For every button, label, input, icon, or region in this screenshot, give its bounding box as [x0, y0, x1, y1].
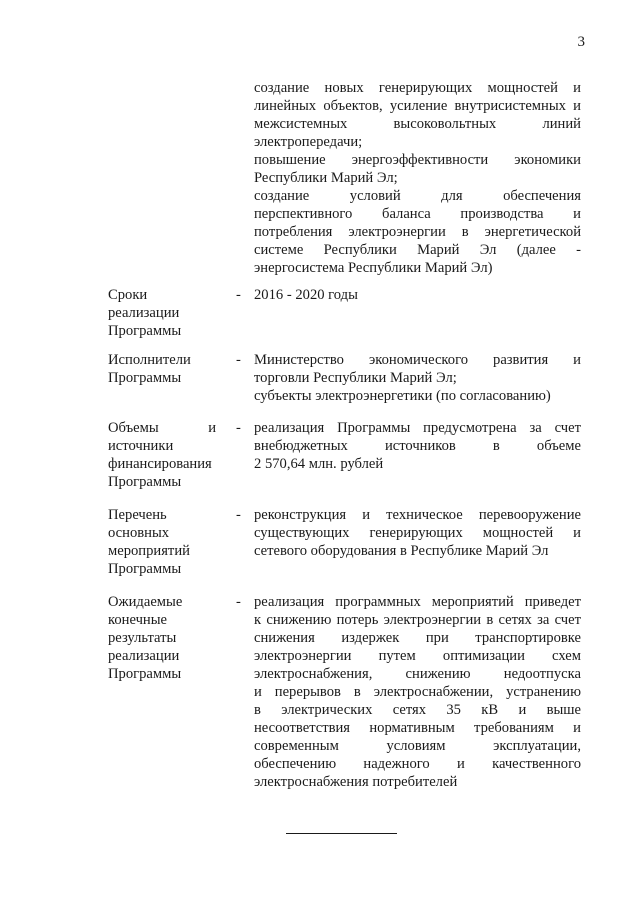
- section-dash: -: [236, 594, 241, 610]
- intro-line: Республики Марий Эл;: [254, 170, 398, 186]
- section-label: Программы: [108, 323, 182, 339]
- section-label: основных: [108, 525, 170, 541]
- section-text: реализация Программы предусмотрена за счет: [254, 420, 581, 436]
- section-text: реализация программных мероприятий приведет: [254, 594, 581, 610]
- section-text: внебюджетных источников в объеме: [254, 438, 581, 454]
- section-text: в электрических сетях 35 кВ и выше: [254, 702, 581, 718]
- section-label: мероприятий: [108, 543, 190, 559]
- section-text: субъекты электроэнергетики (по согласованию): [254, 388, 551, 404]
- section-text: и перерывов в электроснабжении, устранению: [254, 684, 581, 700]
- section-text: обеспечению надежного и качественного: [254, 756, 581, 772]
- intro-line: системе Республики Марий Эл (далее -: [254, 242, 581, 258]
- section-dash: -: [236, 287, 241, 303]
- section-text: электроснабжения, снижению недоотпуска: [254, 666, 581, 682]
- section-label: источники: [108, 438, 174, 454]
- intro-line: линейных объектов, усиление внутрисистемных и: [254, 98, 581, 114]
- intro-line: повышение энергоэффективности экономики: [254, 152, 581, 168]
- section-label: Программы: [108, 561, 182, 577]
- intro-line: энергосистема Республики Марий Эл): [254, 260, 493, 276]
- section-label: конечные: [108, 612, 168, 628]
- section-text: снижения издержек при транспортировке: [254, 630, 581, 646]
- end-divider: [286, 833, 397, 834]
- section-dash: -: [236, 507, 241, 523]
- intro-line: межсистемных высоковольтных линий: [254, 116, 581, 132]
- section-text: 2016 - 2020 годы: [254, 287, 358, 303]
- section-text: к снижению потерь электроэнергии в сетях за счет: [254, 612, 581, 628]
- section-label: Объемы и: [108, 420, 216, 436]
- section-text: современным условиям эксплуатации,: [254, 738, 581, 754]
- section-label: Ожидаемые: [108, 594, 183, 610]
- section-label: реализации: [108, 648, 180, 664]
- section-text: реконструкция и техническое перевооружение: [254, 507, 581, 523]
- section-text: электроэнергии путем оптимизации схем: [254, 648, 581, 664]
- intro-line: потребления электроэнергии в энергетической: [254, 224, 581, 240]
- section-text: несоответствия нормативным требованиям и: [254, 720, 581, 736]
- section-text: существующих генерирующих мощностей и: [254, 525, 581, 541]
- intro-line: электропередачи;: [254, 134, 363, 150]
- section-dash: -: [236, 420, 241, 436]
- section-label: Программы: [108, 474, 182, 490]
- intro-line: создание условий для обеспечения: [254, 188, 581, 204]
- page-number: 3: [577, 34, 585, 50]
- section-text: 2 570,64 млн. рублей: [254, 456, 384, 472]
- section-text: Министерство экономического развития и: [254, 352, 581, 368]
- section-label: финансирования: [108, 456, 212, 472]
- section-dash: -: [236, 352, 241, 368]
- section-text: электроснабжения потребителей: [254, 774, 458, 790]
- intro-line: создание новых генерирующих мощностей и: [254, 80, 581, 96]
- section-label: Программы: [108, 370, 182, 386]
- section-label: Программы: [108, 666, 182, 682]
- intro-line: перспективного баланса производства и: [254, 206, 581, 222]
- section-label: реализации: [108, 305, 180, 321]
- section-text: торговли Республики Марий Эл;: [254, 370, 457, 386]
- section-text: сетевого оборудования в Республике Марий Эл: [254, 543, 549, 559]
- section-label: Сроки: [108, 287, 148, 303]
- section-label: результаты: [108, 630, 177, 646]
- section-label: Перечень: [108, 507, 167, 523]
- section-label: Исполнители: [108, 352, 191, 368]
